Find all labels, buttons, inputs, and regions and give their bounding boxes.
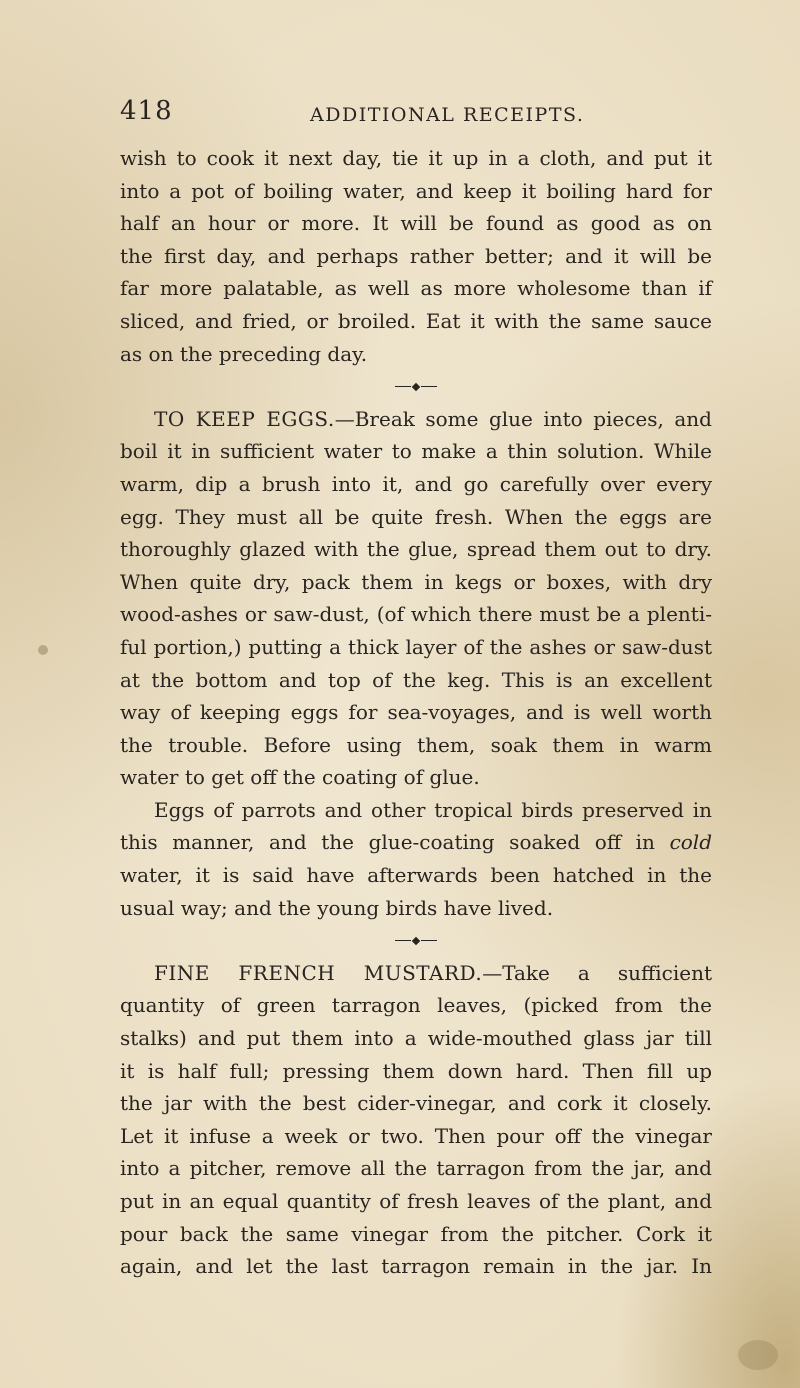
text-line: usual way; and the young birds have lived. — [120, 895, 554, 920]
text-line: again, and let the last tarragon remain in the jar. In — [120, 1254, 712, 1279]
text-line: When quite dry, pack them in kegs or boxes, with dry — [120, 569, 712, 594]
text-line: sliced, and fried, or broiled. Eat it with the same sauce — [120, 308, 712, 333]
text-line: far more palatable, as well as more wholesome than if — [120, 276, 712, 301]
page-header — [120, 96, 720, 136]
text-line: thoroughly glazed with the glue, spread them out to dry. — [120, 537, 712, 562]
text-fragment: this manner, and the glue-coating soaked off in — [120, 830, 655, 855]
paper-stain — [38, 645, 48, 655]
text-line: ful portion,) putting a thick layer of the ashes or saw-dust — [120, 634, 712, 659]
text-line: wood-ashes or saw-dust, (of which there must be a plenti- — [120, 602, 712, 627]
text-line: way of keeping eggs for sea-voyages, and is well worth — [120, 700, 712, 725]
text-line: the jar with the best cider-vinegar, and cork it closely. — [120, 1091, 712, 1116]
text-line: the trouble. Before using them, soak them in warm — [120, 732, 712, 757]
text-line: at the bottom and top of the keg. This is an excellent — [120, 667, 712, 692]
section-heading-french-mustard: FINE FRENCH MUSTARD. — [154, 960, 483, 985]
text-line: pour back the same vinegar from the pitcher. Cork it — [120, 1221, 712, 1246]
text-line: into a pot of boiling water, and keep it boiling hard for — [120, 178, 712, 203]
text-line: wish to cook it next day, tie it up in a cloth, and put it — [120, 146, 712, 170]
body-text — [120, 142, 712, 1283]
text-fragment: —Take a sufficient — [482, 960, 712, 985]
section-heading-line — [120, 403, 712, 436]
text-line: Eggs of parrots and other tropical birds preserved in — [154, 797, 712, 822]
italic-word: cold — [669, 830, 713, 855]
page-number: 418 — [120, 96, 173, 126]
text-line: it is half full; pressing them down hard. Then fill up — [120, 1058, 712, 1083]
text-line: water to get off the coating of glue. — [120, 765, 480, 790]
text-line: put in an equal quantity of fresh leaves of the plant, and — [120, 1189, 712, 1213]
text-line: half an hour or more. It will be found as good as on — [120, 211, 712, 236]
text-line: the first day, and perhaps rather better; and it will be — [120, 243, 712, 268]
text-line: boil it in sufficient water to make a thin solution. While — [120, 439, 712, 464]
text-line: water, it is said have afterwards been hatched in the — [120, 863, 712, 888]
section-heading-keep-eggs: TO KEEP EGGS. — [154, 406, 335, 431]
text-line: as on the preceding day. — [120, 341, 368, 366]
text-line-with-italic — [120, 826, 712, 859]
text-line: stalks) and put them into a wide-mouthed glass jar till — [120, 1026, 712, 1051]
section-heading-line — [120, 957, 712, 990]
text-line: Let it infuse a week or two. Then pour off the vinegar — [120, 1123, 712, 1148]
text-fragment: —Break some glue into pieces, and — [334, 406, 712, 431]
paper-stain — [738, 1340, 778, 1370]
text-line: quantity of green tarragon leaves, (picked from the — [120, 993, 712, 1018]
running-head: ADDITIONAL RECEIPTS. — [310, 104, 585, 126]
section-divider — [120, 924, 712, 957]
section-divider — [120, 370, 712, 403]
text-line: into a pitcher, remove all the tarragon from the jar, and — [120, 1156, 712, 1181]
text-line: warm, dip a brush into it, and go carefully over every — [120, 471, 712, 496]
text-line: egg. They must all be quite fresh. When the eggs are — [120, 504, 712, 529]
